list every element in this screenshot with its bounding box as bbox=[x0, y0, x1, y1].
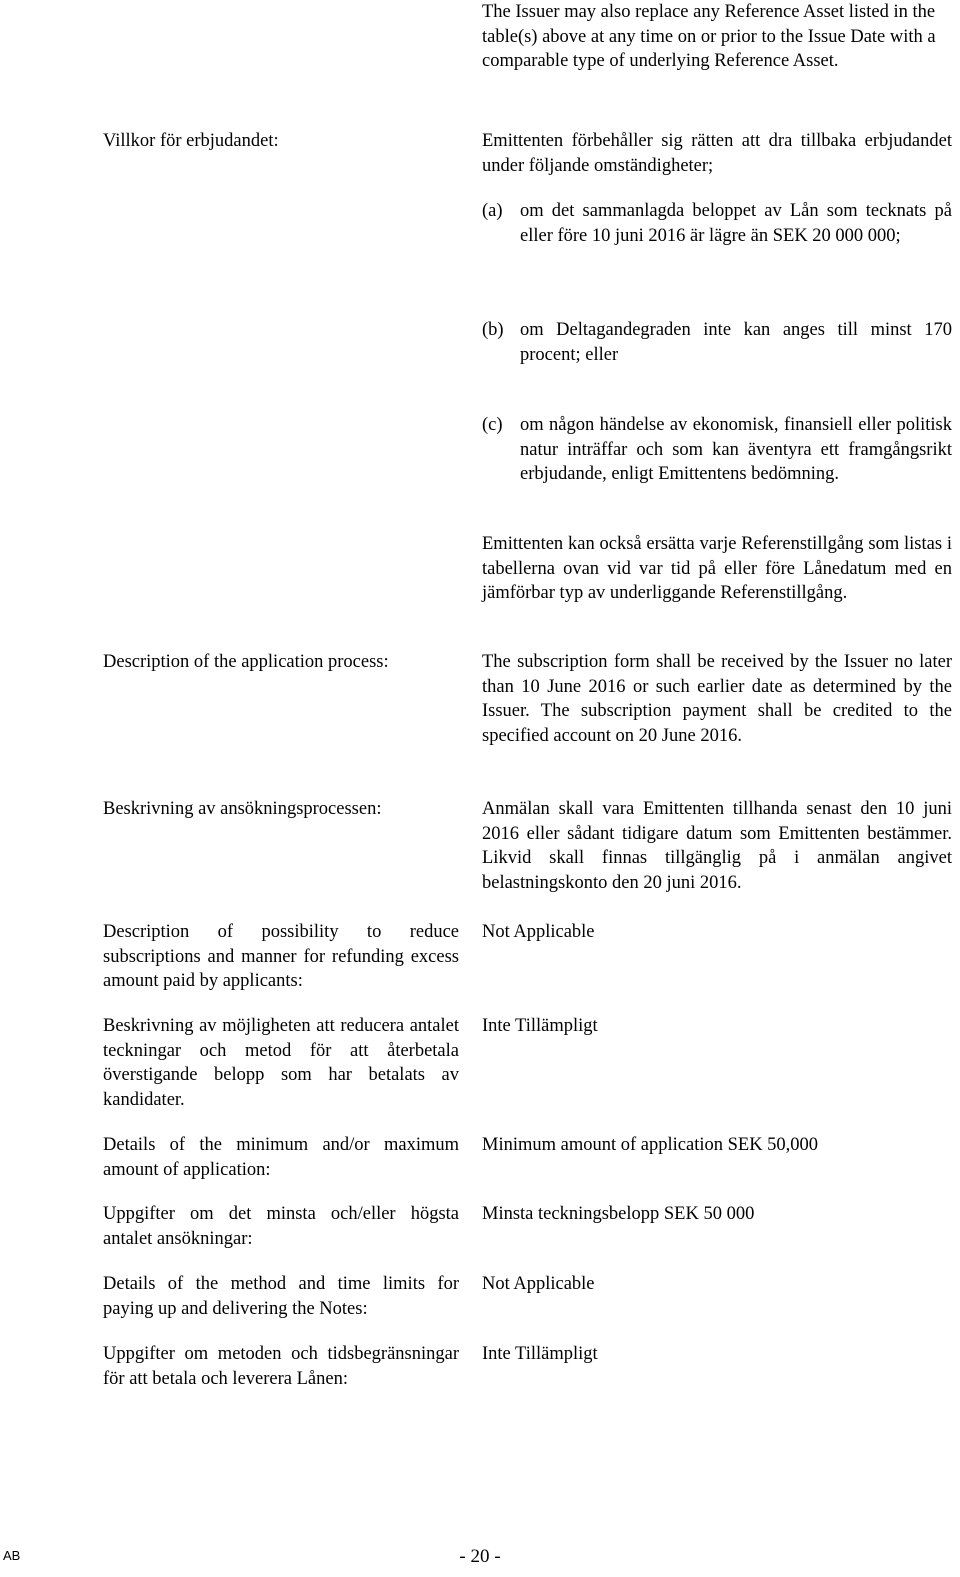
condition-marker: (c) bbox=[482, 415, 503, 435]
row-label: Uppgifter om metoden och tidsbegränsningar för att betala och leverera Lånen: bbox=[103, 1344, 459, 1389]
row-label: Description of possibility to reduce subscriptions and manner for refunding excess amount paid by applicants: bbox=[103, 922, 459, 991]
page-number: - 20 - bbox=[459, 1546, 501, 1567]
villkor-label: Villkor för erbjudandet: bbox=[103, 131, 279, 151]
condition-marker: (b) bbox=[482, 320, 504, 340]
row-value: Minsta teckningsbelopp SEK 50 000 bbox=[482, 1204, 755, 1224]
row-label: Description of the application process: bbox=[103, 652, 389, 672]
row-value: Inte Tillämpligt bbox=[482, 1344, 598, 1364]
replace-paragraph: Emittenten kan också ersätta varje Referenstillgång som listas i tabellerna ovan vid var tid på eller före Lånedatum med en jämförbar typ av underliggande Referenstillgång. bbox=[482, 534, 952, 603]
row-label: Beskrivning av ansökningsprocessen: bbox=[103, 799, 382, 819]
row-label: Details of the method and time limits for paying up and delivering the Notes: bbox=[103, 1274, 459, 1319]
row-value: Inte Tillämpligt bbox=[482, 1016, 598, 1036]
row-label: Beskrivning av möjligheten att reducera antalet teckningar och metod för att återbetala överstigande belopp som har betalats av kandidater. bbox=[103, 1016, 459, 1110]
row-value: Minimum amount of application SEK 50,000 bbox=[482, 1135, 819, 1155]
condition-item-a bbox=[482, 199, 952, 248]
condition-text: om det sammanlagda beloppet av Lån som tecknats på eller före 10 juni 2016 är lägre än SEK 20 000 000; bbox=[520, 201, 952, 246]
top-paragraph: The Issuer may also replace any Reference Asset listed in the table(s) above at any time on or prior to the Issue Date with a comparable type of underlying Reference Asset. bbox=[482, 2, 936, 71]
row-label: Details of the minimum and/or maximum amount of application: bbox=[103, 1135, 459, 1180]
condition-marker: (a) bbox=[482, 201, 503, 221]
row-label: Uppgifter om det minsta och/eller högsta antalet ansökningar: bbox=[103, 1204, 459, 1249]
villkor-intro: Emittenten förbehåller sig rätten att dra tillbaka erbjudandet under följande omständigheter; bbox=[482, 131, 952, 176]
condition-item-b bbox=[482, 318, 952, 367]
footer-initials: AB bbox=[3, 1548, 21, 1563]
condition-text: om någon händelse av ekonomisk, finansiell eller politisk natur inträffar och som kan äventyra ett framgångsrikt erbjudande, enligt Emittentens bedömning. bbox=[520, 415, 952, 484]
row-value: Not Applicable bbox=[482, 922, 595, 942]
row-value: The subscription form shall be received by the Issuer no later than 10 June 2016 or such earlier date as determined by the Issuer. The subscription payment shall be credited to the specified account on 20 June 2016. bbox=[482, 652, 952, 746]
condition-item-c bbox=[482, 413, 952, 487]
row-value: Not Applicable bbox=[482, 1274, 595, 1294]
condition-text: om Deltagandegraden inte kan anges till minst 170 procent; eller bbox=[520, 320, 952, 365]
row-value: Anmälan skall vara Emittenten tillhanda senast den 10 juni 2016 eller sådant tidigare datum som Emittenten bestämmer. Likvid skall finnas tillgänglig på i anmälan angivet belastningskonto den 20 juni 2016. bbox=[482, 799, 952, 893]
